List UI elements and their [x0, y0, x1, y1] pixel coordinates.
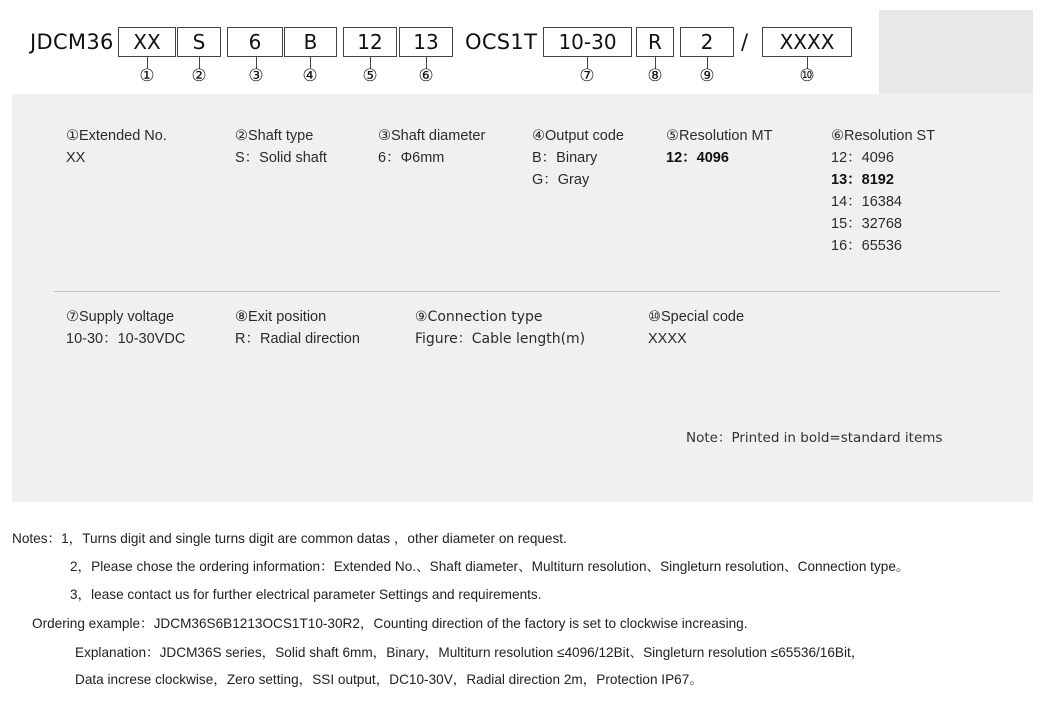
marker-9: ⑨: [699, 66, 715, 86]
spec-heading: ⑩Special code: [648, 309, 745, 325]
spec-resolution-st: [831, 125, 935, 257]
marker-4: ④: [302, 66, 318, 86]
note-line: Notes：1，Turns digit and single turns digit are common datas ，other diameter on request.: [12, 531, 567, 546]
spec-exit-position: [235, 306, 360, 350]
spec-value: G：Gray: [532, 172, 590, 188]
marker-10: ⑩: [799, 66, 815, 86]
spec-heading: ⑤Resolution MT: [666, 128, 773, 144]
spec-panel: [12, 94, 1033, 502]
explanation-line: Explanation：JDCM36S series，Solid shaft 6mm，Binary，Multiturn resolution ≤4096/12Bit、Singleturn resolution ≤65536/16Bit，: [75, 645, 865, 660]
code-prefix: JDCM36: [30, 30, 114, 54]
spec-value: B：Binary: [532, 150, 598, 166]
marker-6: ⑥: [418, 66, 434, 86]
code-box-shaft-type: S: [177, 27, 221, 57]
marker-2: ②: [191, 66, 207, 86]
spec-value: 14：16384: [831, 194, 902, 210]
spec-heading: ⑨Connection type: [415, 309, 543, 325]
spec-extended: [66, 125, 167, 169]
code-box-resolution-st: 13: [399, 27, 453, 57]
spec-output-code: [532, 125, 624, 191]
spec-value: Figure：Cable length(m): [415, 331, 586, 347]
spec-value-standard: 13：8192: [831, 172, 894, 188]
spec-heading: ⑦Supply voltage: [66, 309, 175, 325]
marker-5: ⑤: [362, 66, 378, 86]
code-box-resolution-mt: 12: [343, 27, 397, 57]
spec-heading: ③Shaft diameter: [378, 128, 486, 144]
spec-heading: ①Extended No.: [66, 128, 167, 144]
spec-value-standard: 12：4096: [666, 150, 729, 166]
spec-shaft-diameter: [378, 125, 485, 169]
spec-heading: ④Output code: [532, 128, 624, 144]
marker-8: ⑧: [647, 66, 663, 86]
code-box-exit-position: R: [636, 27, 674, 57]
spec-special-code: [648, 306, 744, 350]
spec-value: S：Solid shaft: [235, 150, 327, 166]
spec-heading: ⑥Resolution ST: [831, 128, 936, 144]
spec-value: XX: [66, 150, 86, 166]
spec-resolution-mt: [666, 125, 772, 169]
spec-value: XXXX: [648, 331, 687, 347]
code-box-shaft-diameter: 6: [227, 27, 283, 57]
code-box-cable-length: 2: [680, 27, 734, 57]
code-box-supply-voltage: 10-30: [543, 27, 632, 57]
note-line: 3，lease contact us for further electrical parameter Settings and requirements.: [70, 587, 542, 602]
section-divider: [54, 291, 1000, 292]
spec-value: R：Radial direction: [235, 331, 360, 347]
bold-legend-note: Note：Printed in bold=standard items: [686, 430, 943, 446]
spec-shaft-type: [235, 125, 327, 169]
spec-value: 16：65536: [831, 238, 902, 254]
spec-heading: ②Shaft type: [235, 128, 314, 144]
spec-value: 10-30：10-30VDC: [66, 331, 186, 347]
note-line: 2，Please chose the ordering information：Extended No.、Shaft diameter、Multiturn resolution、Singleturn resolution、Connection type。: [70, 559, 910, 574]
marker-1: ①: [139, 66, 155, 86]
explanation-line: Data increse clockwise，Zero setting，SSI output，DC10-30V，Radial direction 2m，Protection IP67。: [75, 672, 703, 687]
code-box-output-code: B: [284, 27, 337, 57]
spec-supply-voltage: [66, 306, 185, 350]
code-slash: /: [741, 30, 749, 54]
spec-connection-type: [415, 306, 585, 350]
spec-heading: ⑧Exit position: [235, 309, 327, 325]
spec-value: 6：Φ6mm: [378, 150, 445, 166]
code-middle: OCS1T: [465, 30, 538, 54]
order-code-row: [12, 10, 879, 94]
spec-value: 12：4096: [831, 150, 894, 166]
spec-value: 15：32768: [831, 216, 902, 232]
code-box-extended: XX: [118, 27, 176, 57]
marker-3: ③: [248, 66, 264, 86]
marker-7: ⑦: [579, 66, 595, 86]
code-box-special: XXXX: [762, 27, 852, 57]
ordering-example: Ordering example：JDCM36S6B1213OCS1T10-30R2，Counting direction of the factory is set to clockwise increasing.: [32, 616, 748, 631]
